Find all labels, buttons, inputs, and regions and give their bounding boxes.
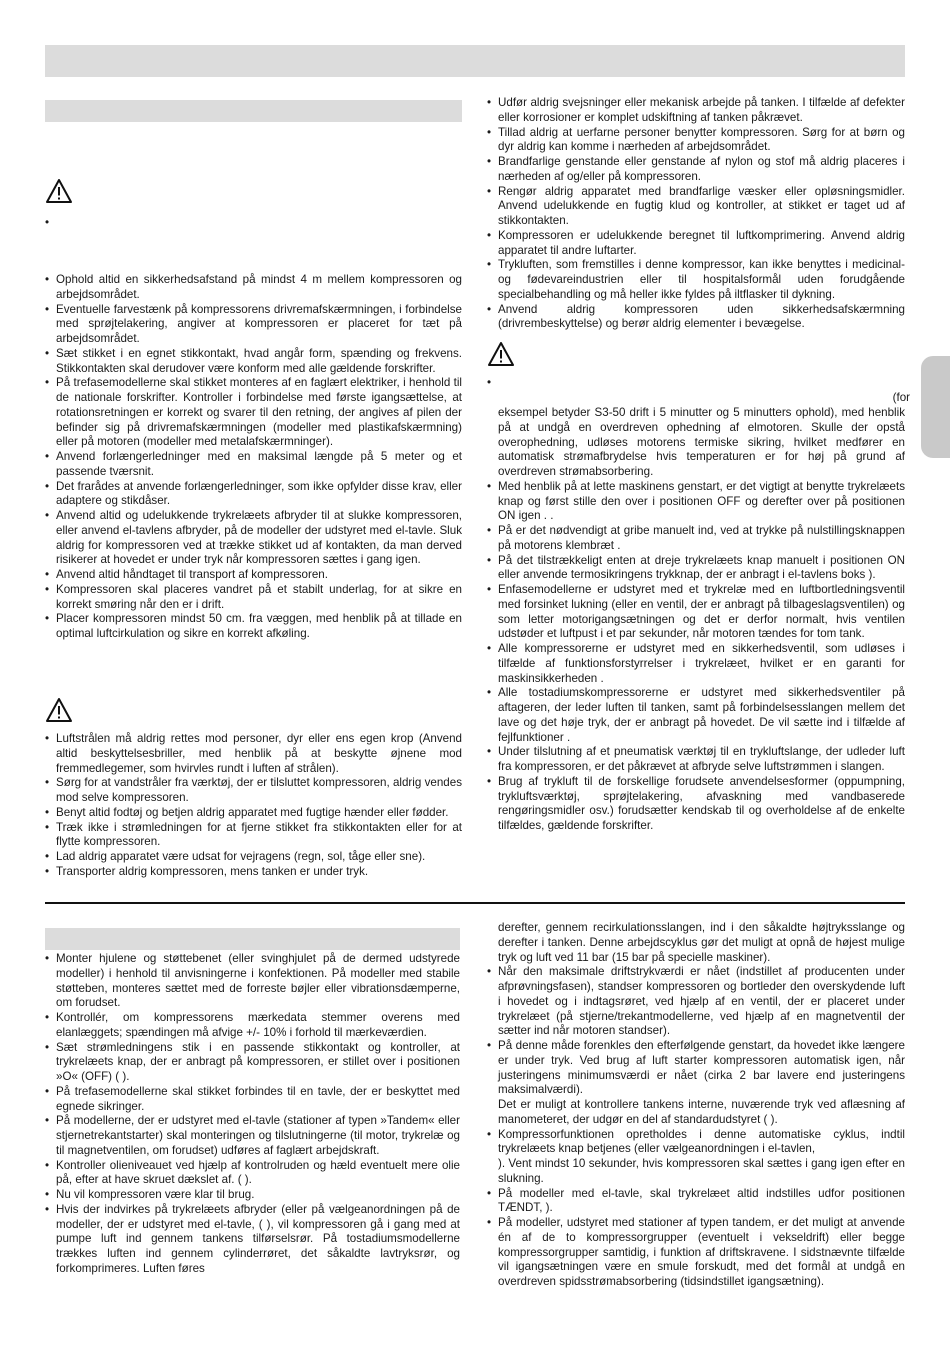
- duty-cycle-fragment: (for: [892, 391, 910, 404]
- list-item: • Transporter aldrig kompressoren, mens tanken er under tryk.: [45, 865, 462, 880]
- list-item: • Kompressoren skal placeres vandret på et stabilt underlag, for at sikre en korrekt smøring når den er i drift.: [45, 583, 462, 613]
- list-item: • Med henblik på at lette maskinens genstart, er det vigtigt at benytte trykrelæets knap og først stille den over i positionen OFF og derefter over på positionen ON igen . .: [487, 480, 905, 524]
- continuation-text: ). Vent mindst 10 sekunder, hvis kompressoren skal sættes i gang igen efter en slukning.: [498, 1157, 905, 1185]
- list-item: • Kontroller olieniveauet ved hjælp af kontrolruden og hæld eventuelt mere olie på, efter at have skruet dækslet af. ( ).: [45, 1159, 460, 1189]
- list-item: • Lad aldrig apparatet være udsat for vejragens (regn, sol, tåge eller sne).: [45, 850, 462, 865]
- list-item: • Brandfarlige genstande eller genstande af nylon og stof må aldrig placeres i nærheden af og/eller på kompressoren.: [487, 155, 905, 185]
- section-heading-bar-safety: [45, 100, 462, 122]
- list-item: • Trykluften, som fremstilles i denne kompressor, kan ikke benyttes i medicinal- og fødevareindustrien eller til hospitalsformål uden forudgående specialbehandling og må heller ikke fyldes på iltflasker til dykning.: [487, 258, 905, 302]
- duty-cycle-text: eksempel betyder S3-50 drift i 5 minutter og 5 minutters ophold), med henblik på at undgå en overdreven ophedning af elmotoren. Skulle der opstå overophedning, udløses motorens termiske sikring, hvilket medfører en automatisk strømafbrydelse hvis temperaturen er for høj på grund af overdreven strømabsorbering.: [498, 406, 905, 478]
- list-item: • Placer kompressoren mindst 50 cm. fra væggen, med henblik på at tillade en optimal luftcirkulation og sikre en korrekt afkøling.: [45, 612, 462, 642]
- empty-bullet: •: [487, 376, 492, 389]
- list-item: • Anvend aldrig kompressoren uden sikkerhedsafskærmning (drivrembeskyttelse) og berør aldrig elementer i bevægelse.: [487, 303, 905, 333]
- list-item: • På modellerne, der er udstyret med el-tavle (stationer af typen »Tandem« eller stjernetrekantstarter) skal monteringen og tilslutningerne (til motor, trykrelæ og til magnetventilen, om forudset) udføres af faglært arbejdskraft.: [45, 1114, 460, 1158]
- list-item: • På er det nødvendigt at gribe manuelt ind, ved at trykke på nulstillingsknappen på motorens klembræt .: [487, 524, 905, 554]
- list-item: • Benyt altid fodtøj og betjen aldrig apparatet med fugtige hænder eller fødder.: [45, 806, 462, 821]
- list-item: • Sørg for at vandstråler fra værktøj, der er tilsluttet kompressoren, aldrig vendes mod selve kompressoren.: [45, 776, 462, 806]
- list-item: • På modeller, udstyret med stationer af typen tandem, er det muligt at anvende én af de to kompressorgrupper (eventuelt i vekseldrift) eller begge kompressorgrupper samtidig, i funktion af driftskravene. I sidstnævnte tilfælde vil igangsætningen være en smule forskudt, med det formål at undgå en overdreven spidsstrømabsorbering (tidsindstillet igangsætning).: [487, 1216, 905, 1290]
- list-item: • På trefasemodellerne skal stikket forbindes til en tavle, der er beskyttet med egnede sikringer.: [45, 1085, 460, 1115]
- list-item: • Anvend altid og udelukkende trykrelæets afbryder til at slukke kompressoren, eller anvend el-tavlens afbryder, på de modeller der udstyret med el-tavle. Sluk aldrig for kompressoren ved at trække stikket ud af kontakten, da man derved risikerer at hovedet er under tryk når kompressoren sættes i gang igen.: [45, 509, 462, 568]
- warning-icon: [45, 178, 73, 204]
- list-item: • Kompressoren er udelukkende beregnet til luftkomprimering. Anvend aldrig apparatet til andre luftarter.: [487, 229, 905, 259]
- list-item: • Anvend altid håndtaget til transport af kompressoren.: [45, 568, 462, 583]
- list-item: • Tillad aldrig at uerfarne personer benytter kompressoren. Sørg for at børn og dyr aldrig kan komme i nærheden af arbejdsområdet.: [487, 126, 905, 156]
- list-item: • På trefasemodellerne skal stikket monteres af en faglært elektriker, i henhold til de nationale forskrifter. Kontroller i forbindelse med første igangsættelse, at rotationsretningen er korrekt og svarer til den retning, der angives af pilen der befinder sig på drivremafskærmningen (modeller med plastikafskærmning) eller på motoren (modeller med metalafskærmninger).: [45, 376, 462, 450]
- list-item: • Sæt strømledningens stik i en passende stikkontakt og kontroller, at trykrelæets knap, der er anbragt på kompressoren, er stillet over i positionen »O« (OFF) ( ).: [45, 1041, 460, 1085]
- operation-list: [487, 921, 905, 1290]
- list-item: • Kontrollér, om kompressorens mærkedata stemmer overens med elanlæggets; spændingen må afvige +/- 10% i forhold til mærkeværdien.: [45, 1011, 460, 1041]
- warning-icon: [45, 697, 73, 723]
- list-item: • Rengør aldrig apparatet med brandfarlige væsker eller opløsningsmidler. Anvend udelukkende en fugtig klud og kontroller, at stikket er taget ud af stikkontakten.: [487, 185, 905, 229]
- list-item: • Alle tostadiumskompressorerne er udstyret med sikkerhedsventiler på aftageren, der leder luften til tanken, samt på forbindelsesslangen mellem det lave og det høje tryk, der er anbragt på hovedet. De vil sætte ind i tilfælde af fejlfunktioner .: [487, 686, 905, 745]
- list-item: • Når den maksimale driftstrykværdi er nået (indstillet af producenten under afprøvningsfasen), standser kompressoren og bortleder den overskydende luft i hovedet og i indtagsrøret, ved hjælp af en ventil, der er placeret under trykrelæet (på stjerne/trekantmodellerne, ved hjælp af en magnetventil der sætter ind når motoren standser).: [487, 965, 905, 1039]
- list-item: • Under tilslutning af et pneumatisk værktøj til en trykluftslange, der udleder luft fra kompressoren, er det påkrævet at afbryde selve luftstrømmen i slangen.: [487, 745, 905, 775]
- safety-list-right: [487, 96, 905, 332]
- continuation-text: Det er muligt at kontrollere tankens interne, nuværende tryk ved aflæsning af manometeret, der udgør en del af standardudstyret ( ).: [498, 1098, 905, 1126]
- header-bar: [45, 45, 905, 77]
- list-item: • Enfasemodellerne er udstyret med et trykrelæ med en luftbortledningsventil med forsinket lukning (eller en ventil, der er anbragt på tilbageslagsventilen) og som letter motorigangsætningen og det er derfor normalt, hvis ventilen udstøder et luftpust i et par sekunder, når motoren tændes for tom tank.: [487, 583, 905, 642]
- installation-list: [45, 952, 460, 1277]
- list-item: • Det frarådes at anvende forlængerledninger, som ikke opfylder disse krav, eller adaptere og stikdåser.: [45, 480, 462, 510]
- list-item: • Ophold altid en sikkerhedsafstand på mindst 4 m mellem kompressoren og arbejdsområdet.: [45, 273, 462, 303]
- list-item: • Anvend forlængerledninger med en maksimal længde på 5 meter og et passende tværsnit.: [45, 450, 462, 480]
- continuation-text: derefter, gennem recirkulationsslangen, ind i den såkaldte højtryksslange og derefter i tanken. Denne arbejdscyklus gør det muligt at opnå de højest mulige tryk og luft ved 11 bar (15 bar på specielle maskiner).: [498, 921, 905, 964]
- list-item: • Træk ikke i strømledningen for at fjerne stikket fra stikkontakten eller for at flytte kompressoren.: [45, 821, 462, 851]
- list-item: • Alle kompressorerne er udstyret med en sikkerhedsventil, som udløses i tilfælde af funktionsforstyrrelser i trykrelæet, hvilket er en garanti for maskinsikkerheden .: [487, 642, 905, 686]
- list-item: • Eventuelle farvestænk på kompressorens drivremafskærmningen, i forbindelse med sprøjtelakering, angiver at kompressoren er placeret for tæt på arbejdsområdet.: [45, 303, 462, 347]
- section-divider: [45, 902, 905, 904]
- warning-icon: [487, 341, 515, 367]
- side-tab: [921, 356, 950, 458]
- list-item: • Nu vil kompressoren være klar til brug.: [45, 1188, 460, 1203]
- safety-list-warnings: [45, 732, 462, 880]
- usage-warnings: [487, 406, 905, 834]
- list-item: • På denne måde forenkles den efterfølgende genstart, da hovedet ikke længere er under tryk. Ved brug af luft starter kompressoren automatisk igen, når justeringens minimumsværdi er nået (cirka 2 bar lavere end justeringens maksimalværdi).: [487, 1039, 905, 1098]
- list-item: • Sæt stikket i en egnet stikkontakt, hvad angår form, spænding og frekvens. Stikkontakten skal derudover være konform med alle gældende forskrifter.: [45, 347, 462, 377]
- list-item: • Monter hjulene og støttebenet (eller svinghjulet på de dermed udstyrede modeller) i henhold til anvisningerne i konfektionen. På modeller med stabile støtteben, monteres sættet med de forreste bøjler eller vibrationsdæmperne, om forudset.: [45, 952, 460, 1011]
- list-item: • Hvis der indvirkes på trykrelæets afbryder (eller på vælgeanordningen på de modeller, der er udstyret med el-tavle, ( ), vil kompressoren gå i gang med at pumpe luft ind gennem tankens tilførselsrør. På tostadiumsmodellerne trækkes luften ind gennem cylinderrøret, det såkaldte lavtryksrør, og forkomprimeres. Luften føres: [45, 1203, 460, 1277]
- list-item: • På det tilstrækkeligt enten at dreje trykrelæets knap manuelt i positionen ON eller anvende termosikringens trykknap, der er anbragt i el-tavlens boks ).: [487, 554, 905, 584]
- list-item: • På modeller med el-tavle, skal trykrelæet altid indstilles udfor positionen TÆNDT, ).: [487, 1187, 905, 1217]
- list-item: • Brug af trykluft til de forskellige forudsete anvendelsesformer (oppumpning, trykluftsværktøj, sprøjtelakering, afvaskning med vandbaserede rengøringsmidler osv.) forudsætter kendskab til og overholdelse af de enkelte tilfældes, gældende forskrifter.: [487, 775, 905, 834]
- list-item: • Luftstrålen må aldrig rettes mod personer, dyr eller ens egen krop (Anvend altid beskyttelsesbriller, med henblik på at beskytte øjnene mod fremmedlegemer, som hvirvles rundt i luften af strålen).: [45, 732, 462, 776]
- section-heading-bar-installation: [45, 928, 460, 950]
- empty-bullet: •: [45, 216, 50, 229]
- safety-list-general: [45, 273, 462, 642]
- list-item: • Kompressorfunktionen opretholdes i denne automatiske cyklus, indtil trykrelæets knap betjenes (eller vælgeanordningen i el-tavlen,: [487, 1128, 905, 1158]
- list-item: • Udfør aldrig svejsninger eller mekanisk arbejde på tanken. I tilfælde af defekter eller korrosioner er komplet udskiftning af tanken påkrævet.: [487, 96, 905, 126]
